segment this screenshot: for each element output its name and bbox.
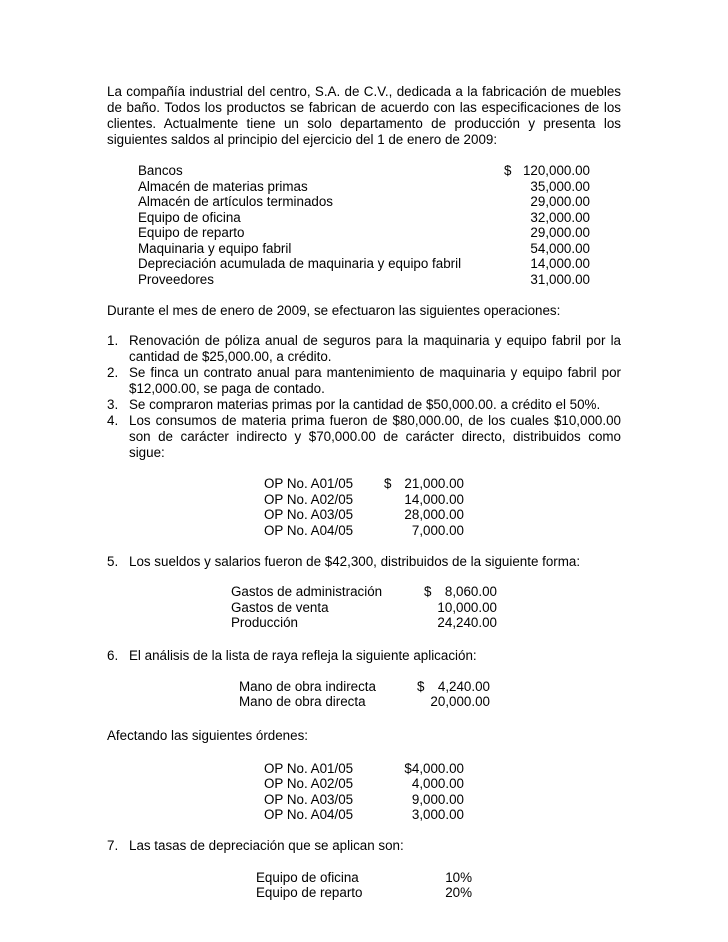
- item-text: Renovación de póliza anual de seguros para la maquinaria y equipo fabril por la cantidad de $25,000.00, a crédito.: [129, 333, 621, 364]
- item-text: Los consumos de materia prima fueron de $80,000.00, de los cuales $10,000.00 son de carácter indirecto y $70,000.00 de carácter directo, distribuidos como sigue:: [129, 413, 621, 460]
- salary-label: Producción: [231, 615, 298, 630]
- balance-amount: 29,000.00: [530, 194, 590, 209]
- order-label: OP No. A02/05: [264, 491, 354, 507]
- salary-row: [107, 600, 621, 616]
- order-label: OP No. A02/05: [264, 776, 354, 791]
- orders-intro: Afectando las siguientes órdenes:: [107, 727, 308, 743]
- salary-row: [107, 584, 621, 600]
- salary-amount: 10,000.00: [437, 599, 497, 615]
- order-amount: $4,000.00: [404, 760, 464, 776]
- intro-paragraph: La compañía industrial del centro, S.A. de C.V., dedicada a la fabricación de muebles de baño. Todos los productos se fabrican de acuerdo con las especificaciones de los clientes. Actualmente tiene un solo departamento de producción y presenta los siguientes saldos al principio del ejercicio del 1 de enero de 2009:: [107, 84, 621, 147]
- item-text: Los sueldos y salarios fueron de $42,300, distribuidos de la siguiente forma:: [129, 554, 581, 569]
- list-item: [107, 554, 621, 570]
- depreciation-row: [107, 885, 621, 901]
- labor-row: [107, 679, 621, 695]
- item-text: Las tasas de depreciación que se aplican son:: [129, 837, 404, 853]
- salary-amount: 8,060.00: [444, 584, 497, 599]
- distribution-row: [107, 492, 621, 508]
- item-text: El análisis de la lista de raya refleja la siguiente aplicación:: [129, 647, 477, 663]
- opening-balances-table: [107, 163, 621, 287]
- labor-amount: 4,240.00: [437, 678, 490, 694]
- balance-amount: 14,000.00: [530, 256, 590, 271]
- salary-label: Gastos de administración: [231, 584, 383, 599]
- balance-label: Almacén de materias primas: [138, 178, 308, 194]
- labor-amount: 20,000.00: [430, 694, 490, 709]
- list-item: [107, 413, 621, 461]
- salaries-table: [107, 584, 621, 631]
- labor-label: Mano de obra indirecta: [239, 678, 376, 694]
- order-label: OP No. A04/05: [264, 522, 354, 538]
- order-amount: 9,000.00: [411, 791, 464, 807]
- salary-row: [107, 615, 621, 631]
- balance-amount: 120,000.00: [522, 163, 590, 178]
- item-text: Se finca un contrato anual para mantenimiento de maquinaria y equipo fabril por $12,000.00, se paga de contado.: [129, 365, 621, 396]
- order-amount: 28,000.00: [404, 507, 464, 522]
- depreciation-rate: 10%: [445, 869, 472, 885]
- item-number: 4.: [107, 413, 119, 428]
- list-item: [107, 333, 621, 365]
- balance-label: Proveedores: [138, 271, 214, 287]
- balance-label: Equipo de oficina: [138, 209, 241, 225]
- labor-table: [107, 679, 621, 710]
- currency-sign: $: [384, 476, 392, 491]
- balance-amount: 29,000.00: [530, 225, 590, 240]
- order-amount: 14,000.00: [404, 491, 464, 507]
- order-label: OP No. A01/05: [264, 476, 354, 491]
- item-number: 7.: [107, 837, 119, 853]
- depreciation-row: [107, 870, 621, 886]
- currency-sign: $: [424, 584, 432, 599]
- balance-amount: 32,000.00: [530, 209, 590, 225]
- list-item: [107, 648, 621, 664]
- depreciation-table: [107, 870, 621, 901]
- document-page: [107, 84, 621, 901]
- balance-row: [107, 272, 621, 288]
- balance-amount: 54,000.00: [530, 240, 590, 256]
- order-amount: 4,000.00: [411, 776, 464, 791]
- balance-row: [107, 179, 621, 195]
- asset-label: Equipo de reparto: [256, 885, 363, 900]
- salary-label: Gastos de venta: [231, 599, 329, 615]
- operations-intro: Durante el mes de enero de 2009, se efectuaron las siguientes operaciones:: [107, 303, 561, 318]
- balance-amount: 31,000.00: [530, 271, 590, 287]
- order-label: OP No. A04/05: [264, 807, 354, 822]
- balance-row: [107, 194, 621, 210]
- balance-row: [107, 210, 621, 226]
- labor-order-row: [107, 776, 621, 792]
- balance-label: Bancos: [138, 163, 183, 178]
- item-number: 2.: [107, 365, 119, 380]
- list-item: [107, 838, 621, 854]
- distribution-row: [107, 507, 621, 523]
- currency-sign: $: [417, 678, 425, 694]
- balance-label: Equipo de reparto: [138, 225, 245, 240]
- item-number: 5.: [107, 554, 119, 569]
- balance-label: Maquinaria y equipo fabril: [138, 240, 292, 256]
- asset-label: Equipo de oficina: [256, 869, 359, 885]
- operations-list: [107, 333, 621, 461]
- order-amount: 21,000.00: [404, 476, 464, 491]
- depreciation-rate: 20%: [445, 885, 472, 900]
- labor-order-row: [107, 761, 621, 777]
- balance-row: [107, 225, 621, 241]
- balance-label: Almacén de artículos terminados: [138, 194, 334, 209]
- distribution-row: [107, 476, 621, 492]
- materials-distribution-table: [107, 476, 621, 538]
- balance-amount: 35,000.00: [530, 178, 590, 194]
- list-item: [107, 365, 621, 397]
- order-label: OP No. A03/05: [264, 791, 354, 807]
- order-label: OP No. A01/05: [264, 760, 354, 776]
- balance-label: Depreciación acumulada de maquinaria y equipo fabril: [138, 256, 462, 271]
- labor-order-row: [107, 792, 621, 808]
- item-text: Se compraron materias primas por la cantidad de $50,000.00. a crédito el 50%.: [129, 397, 601, 412]
- order-amount: 7,000.00: [411, 522, 464, 538]
- item-number: 1.: [107, 333, 119, 348]
- labor-orders-table: [107, 761, 621, 823]
- distribution-row: [107, 523, 621, 539]
- item-number: 3.: [107, 397, 119, 412]
- list-item: [107, 397, 621, 413]
- labor-row: [107, 694, 621, 710]
- item-number: 6.: [107, 647, 119, 663]
- balance-row: [107, 256, 621, 272]
- balance-row: [107, 241, 621, 257]
- balance-row: [107, 163, 621, 179]
- labor-label: Mano de obra directa: [239, 694, 366, 709]
- order-label: OP No. A03/05: [264, 507, 354, 522]
- salary-amount: 24,240.00: [437, 615, 497, 630]
- order-amount: 3,000.00: [411, 807, 464, 822]
- currency-sign: $: [504, 163, 512, 178]
- labor-order-row: [107, 807, 621, 823]
